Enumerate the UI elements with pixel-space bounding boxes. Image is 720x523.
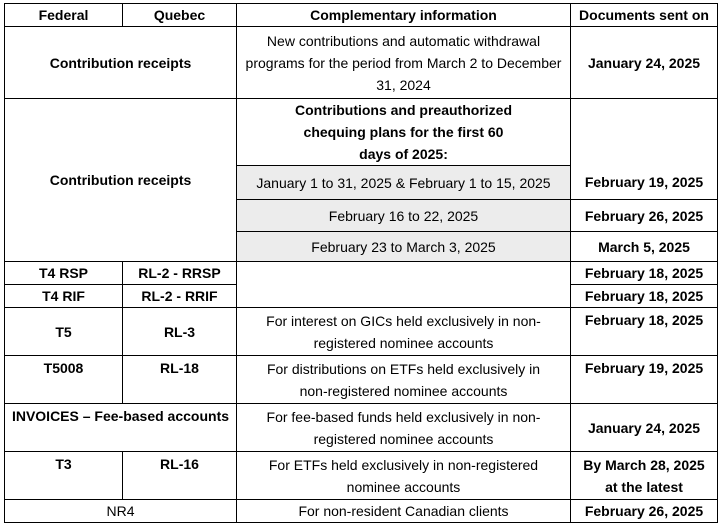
table-row (5, 99, 718, 166)
documents-schedule-table (4, 3, 718, 523)
row-federal: T5008 (5, 356, 123, 404)
row-quebec: RL-3 (123, 308, 237, 356)
header-complementary-information: Complementary information (237, 4, 571, 27)
header-quebec: Quebec (123, 4, 237, 27)
row-info-empty (237, 262, 571, 308)
row-date: February 18, 2025 (571, 262, 718, 285)
row-federal: T4 RIF (5, 285, 123, 308)
row-info: For distributions on ETFs held exclusively in non-registered nominee accounts (237, 356, 571, 404)
row-info: For interest on GICs held exclusively in non-registered nominee accounts (237, 308, 571, 356)
row-quebec: RL-16 (123, 452, 237, 500)
row-quebec: RL-2 - RRSP (123, 262, 237, 285)
table-row (5, 356, 718, 404)
row-date: February 18, 2025 (571, 285, 718, 308)
row-label: Contribution receipts (5, 99, 237, 262)
period-date: March 5, 2025 (571, 232, 718, 262)
table-row (5, 27, 718, 99)
row-info: New contributions and automatic withdrawal programs for the period from March 2 to December 31, 2024 (237, 27, 571, 99)
period-info: February 16 to 22, 2025 (237, 200, 571, 232)
row-quebec: RL-18 (123, 356, 237, 404)
row-federal: T3 (5, 452, 123, 500)
row-date: February 19, 2025 (571, 356, 718, 404)
period-date: February 26, 2025 (571, 200, 718, 232)
table-row (5, 500, 718, 523)
row-quebec: RL-2 - RRIF (123, 285, 237, 308)
row-info: For non-resident Canadian clients (237, 500, 571, 523)
row-info: For ETFs held exclusively in non-registered nominee accounts (237, 452, 571, 500)
row-label: NR4 (5, 500, 237, 523)
table-row (5, 262, 718, 285)
header-documents-sent-on: Documents sent on (571, 4, 718, 27)
table-row (5, 404, 718, 452)
row-label: INVOICES – Fee-based accounts (5, 404, 237, 452)
period-info: February 23 to March 3, 2025 (237, 232, 571, 262)
row-date: February 26, 2025 (571, 500, 718, 523)
row-date: February 18, 2025 (571, 308, 718, 356)
row-date: By March 28, 2025 at the latest (571, 452, 718, 500)
table-header-row (5, 4, 718, 27)
row-date: January 24, 2025 (571, 404, 718, 452)
row-info: For fee-based funds held exclusively in non-registered nominee accounts (237, 404, 571, 452)
row-date-empty (571, 99, 718, 166)
row-federal: T5 (5, 308, 123, 356)
row-subheader: Contributions and preauthorized chequing plans for the first 60 days of 2025: (237, 99, 571, 166)
table-row (5, 452, 718, 500)
row-label: Contribution receipts (5, 27, 237, 99)
period-info: January 1 to 31, 2025 & February 1 to 15, 2025 (237, 166, 571, 200)
header-federal: Federal (5, 4, 123, 27)
row-federal: T4 RSP (5, 262, 123, 285)
table-row (5, 308, 718, 356)
period-date: February 19, 2025 (571, 166, 718, 200)
row-date: January 24, 2025 (571, 27, 718, 99)
